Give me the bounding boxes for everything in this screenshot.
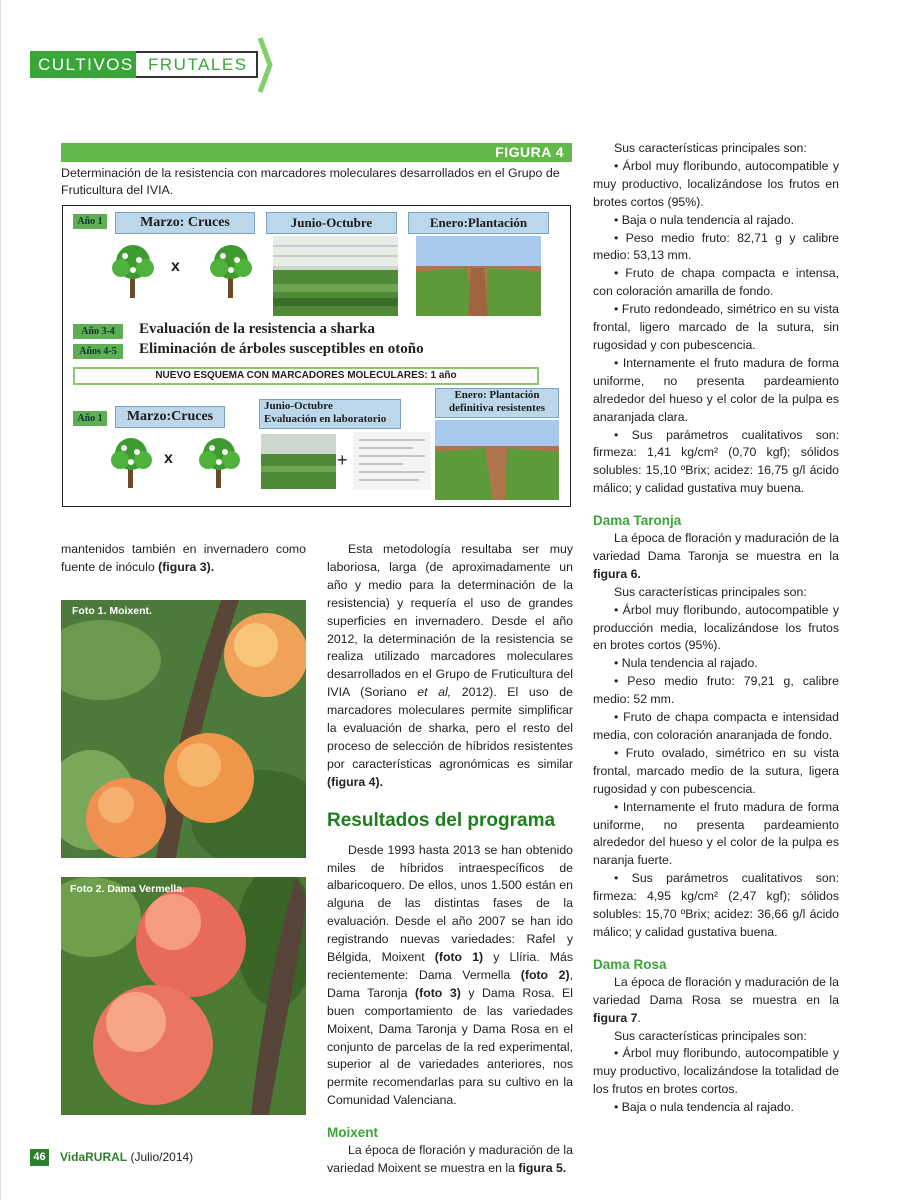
magazine-name-a: Vida (60, 1150, 86, 1164)
year1b-tag: Año 1 (73, 411, 107, 426)
issue-date: (Julio/2014) (130, 1150, 194, 1164)
list-item: • Sus parámetros cualitativos son: firmeza: 1,41 kg/cm² (0,70 kgf); sólidos solubles: 15,10 ºBrix; acidez: 16,75 g/l ácido málico; y calidad gustativa muy buena. (593, 427, 839, 496)
step-junio-octubre: Junio-Octubre (266, 212, 397, 234)
figure-caption: Determinación de la resistencia con marcadores moleculares desarrollados en el Grupo de Fruticultura del IVIA. (61, 166, 560, 197)
tree-icon (210, 245, 252, 298)
col2-p2-d: y Dama Rosa. El buen comportamiento de las variedades Moixent, Dama Taronja y Dama Rosa en el conjunto de parcelas de la red experimental, superior al de variedades anteriores, nos permite recomendarlas para su cultivo en la Comunidad Valenciana. (327, 985, 573, 1108)
rosa-char-intro: Sus características principales son: (614, 1028, 807, 1043)
col2-text (327, 541, 573, 1178)
year34-text: Evaluación de la resistencia a sharka (139, 321, 375, 337)
col2-p1-b: 2012). El uso de marcadores moleculares permite simplificar la evaluación de sharka, pero el resto del proceso de selección de híbridos resistentes por características agronómicas es similar (327, 685, 573, 771)
cross-symbol: x (171, 258, 180, 275)
photo-moixent (61, 600, 306, 858)
magazine-footer (60, 1150, 193, 1164)
col2-p2-f3: (foto 3) (415, 985, 461, 1000)
list-item: • Baja o nula tendencia al rajado. (614, 212, 795, 227)
list-item: • Peso medio fruto: 82,71 g y calibre medio: 53,13 mm. (593, 230, 839, 263)
list-item: • Fruto de chapa compacta e intensa, con coloración amarilla de fondo. (593, 266, 839, 299)
col2-p3-a: La época de floración y maduración de la variedad Moixent se muestra en la (327, 1143, 573, 1175)
evaluacion-lab-label: Evaluación en laboratorio (264, 413, 387, 425)
tree-cross-illustration-b (103, 432, 253, 492)
page-edge (0, 0, 1, 1200)
section-heading-resultados: Resultados del programa (327, 809, 556, 831)
figure-diagram (62, 205, 571, 507)
list-item: • Nula tendencia al rajado. (614, 656, 758, 671)
taronja-char-intro: Sus características principales son: (614, 584, 807, 599)
list-item: • Árbol muy floribundo, autocompatible y producción media, localizándose los frutos en brotes cortos (95%). (593, 602, 839, 653)
figure-label: FIGURA 4 (61, 143, 572, 162)
col1-p1-ref: (figura 3). (158, 559, 215, 574)
list-item: • Internamente el fruto madura de forma uniforme, no presenta pardeamiento alrededor del hueso y el color de la pulpa es anaranjada clara. (593, 355, 839, 424)
greenhouse-photo-b (261, 434, 336, 489)
subsection-label: FRUTALES (136, 51, 258, 78)
list-item: • Árbol muy floribundo, autocompatible y muy productivo, localizándose la totalidad de los frutos en brotes cortos. (593, 1046, 839, 1097)
col2-p1-a: Esta metodología resultaba ser muy laboriosa, larga (de aproximadamente un año y medio para la determinación de la resistencia) y requería el uso de grandes superficies en invernadero. Desde el año 2012, la determinación de la resistencia se realiza utilizado marcadores moleculares desarrollados en el Grupo de Fruticultura del IVIA (Soriano (327, 542, 573, 700)
tree-icon (111, 438, 152, 488)
col2-p1-ref: (figura 4). (327, 774, 384, 789)
col2-p2-f2: (foto 2) (520, 967, 570, 982)
taronja-intro-ref: figura 6. (593, 566, 641, 581)
list-item: • Fruto de chapa compacta e intensidad media, con coloración anaranjada de fondo. (593, 710, 839, 742)
list-item: • Fruto redondeado, simétrico en su vista frontal, ligero marcado de la sutura, sin rugosidad y con pubescencia. (593, 302, 839, 352)
step-marzo-cruces-b: Marzo:Cruces (115, 406, 225, 428)
col2-p2-a: Desde 1993 hasta 2013 se han obtenido miles de híbridos intraespecíficos de albaricoquero. De ellos, unos 1.500 están en alguna de las distintas fases de la evaluación. Desde el año 2007 se han ido registrando nuevas variedades: Rafel y Bélgida, Moixent (327, 842, 573, 965)
rosa-intro: La época de floración y maduración de la variedad Dama Rosa se muestra en la (593, 974, 839, 1007)
list-item: • Baja o nula tendencia al rajado. (614, 1100, 795, 1115)
header-chevron-icon (256, 36, 276, 94)
orchard-photo-b (435, 420, 559, 500)
greenhouse-photo (273, 236, 398, 316)
gel-marker-image (353, 432, 431, 490)
col2-p2-f1: (foto 1) (434, 950, 484, 965)
taronja-intro: La época de floración y maduración de la variedad Dama Taronja se muestra en la (593, 531, 839, 563)
new-scheme-banner: NUEVO ESQUEMA CON MARCADORES MOLECULARES: 1 año (73, 367, 539, 385)
page-number: 46 (30, 1149, 49, 1166)
col2-p2-c: , Dama Taronja (327, 967, 573, 1000)
year34-tag: Año 3-4 (73, 324, 123, 339)
enero-plantacion-b-label: Enero: Plantación (454, 389, 540, 401)
subheading-dama-taronja: Dama Taronja (593, 513, 682, 529)
step-enero-plantacion-b (435, 388, 559, 418)
col2-p1-et: et al, (417, 685, 452, 700)
tree-icon (199, 438, 240, 488)
step-junio-octubre-lab (259, 399, 401, 429)
definitiva-label: definitiva resistentes (448, 402, 546, 414)
year45-tag: Años 4-5 (73, 344, 123, 359)
col3-text (593, 140, 839, 1117)
list-item: • Árbol muy floribundo, autocompatible y muy productivo, localizándose los frutos en brotes cortos (95%). (593, 158, 839, 209)
tree-icon (112, 245, 154, 298)
cross-symbol-b: x (164, 450, 173, 467)
photo1-caption: Foto 1. Moixent. (72, 605, 152, 617)
rosa-intro-ref: figura 7 (593, 1010, 638, 1025)
list-item: • Peso medio fruto: 79,21 g, calibre medio: 52 mm. (593, 674, 839, 707)
subheading-dama-rosa: Dama Rosa (593, 956, 667, 972)
subheading-moixent: Moixent (327, 1125, 379, 1141)
list-item: • Fruto ovalado, simétrico en su vista frontal, marcado medio de la sutura, ligera rugosidad y con pubescencia. (593, 745, 839, 796)
step-marzo-cruces: Marzo: Cruces (115, 212, 255, 234)
junio-octubre-b-label: Junio-Octubre (264, 400, 333, 412)
year1-tag: Año 1 (73, 214, 107, 229)
photo2-caption: Foto 2. Dama Vermella. (70, 883, 185, 895)
list-item: • Sus parámetros cualitativos son: firmeza: 4,95 kg/cm² (2,47 kgf); sólidos solubles: 15,70 ºBrix; acidez: 36,66 g/l ácido málico; y calidad gustativa buena. (593, 871, 839, 939)
col2-p2-b: y Llíria. Más recientemente: Dama Vermella (327, 950, 573, 982)
list-item: • Internamente el fruto madura de forma uniforme, no presenta pardeamiento alrededor del hueso y el color de la pulpa es naranja fuerte. (593, 799, 839, 868)
magazine-name-b: RURAL (85, 1150, 128, 1164)
moixent-char-intro: Sus características principales son: (614, 141, 807, 155)
tree-cross-illustration (103, 238, 263, 302)
plus-symbol: + (337, 450, 348, 470)
photo-dama-vermella (61, 877, 306, 1115)
year45-text: Eliminación de árboles susceptibles en otoño (139, 341, 424, 357)
step-enero-plantacion: Enero:Plantación (408, 212, 549, 234)
col2-p3-ref: figura 5. (518, 1161, 567, 1175)
rosa-intro-end: . (637, 1010, 641, 1025)
orchard-photo (416, 236, 541, 316)
section-label: CULTIVOS (30, 51, 144, 78)
col1-p1-text: mantenidos también en invernadero como fuente de inóculo (61, 542, 306, 574)
col1-paragraph (61, 541, 306, 577)
